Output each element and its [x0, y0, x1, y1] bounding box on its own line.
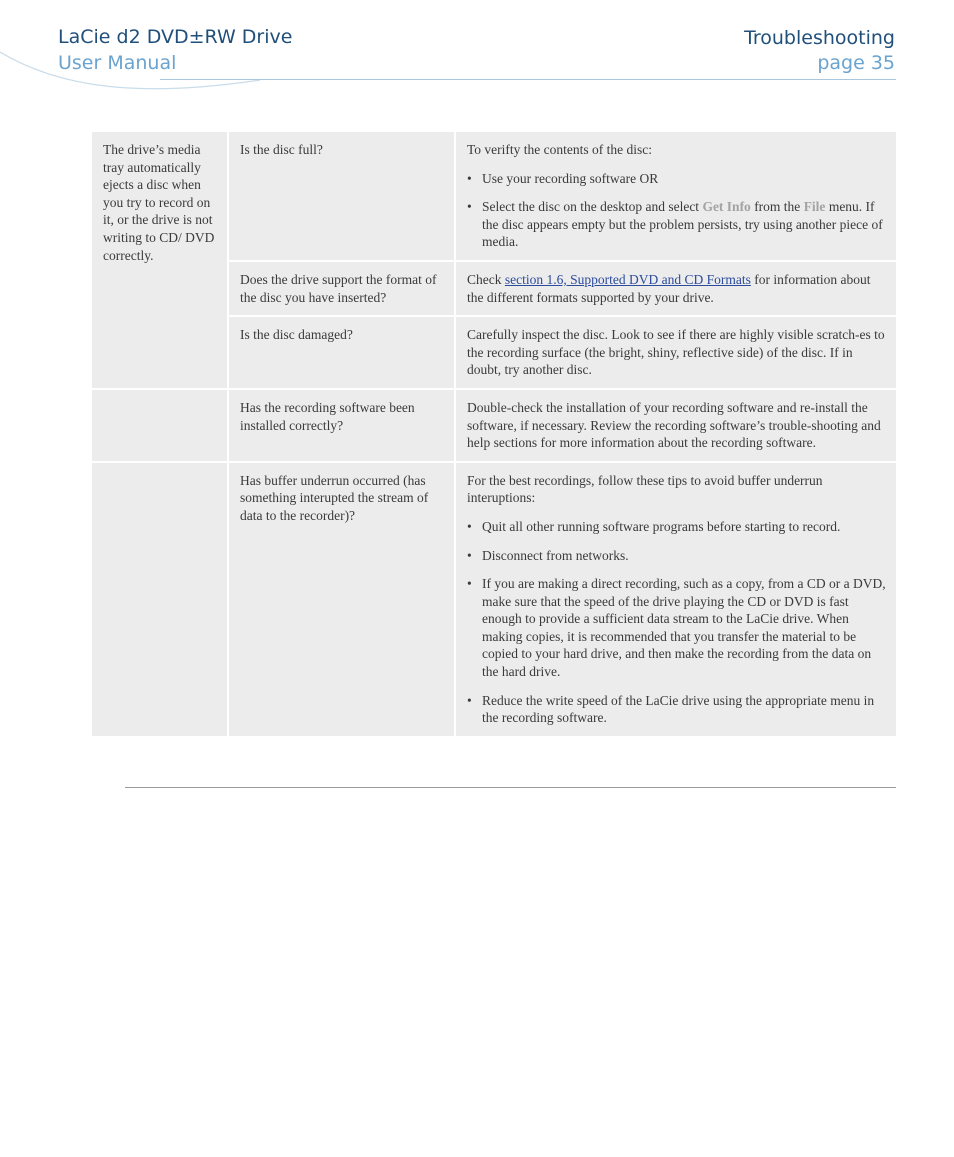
- question-text: Is the disc damaged?: [240, 327, 353, 343]
- bullet-glyph: •: [467, 170, 472, 186]
- answer-list: [467, 518, 888, 727]
- list-item: • Disconnect from networks.: [467, 547, 629, 563]
- list-item: • Reduce the write speed of the LaCie drive using the appropriate menu in the recording software.: [467, 692, 875, 726]
- question-cell: [229, 132, 456, 262]
- table-row: [92, 390, 896, 463]
- question-cell: [229, 317, 456, 390]
- question-text: Is the disc full?: [240, 142, 323, 157]
- answer-text: Carefully inspect the disc. Look to see if there are highly visible scratch-es to the recording surface (the bright, shiny, reflective side) of the disc. If in doubt, try another disc.: [467, 327, 885, 378]
- page-number: page 35: [817, 52, 895, 74]
- answer-intro: To verifty the contents of the disc:: [467, 142, 653, 157]
- problem-cell-empty: [92, 463, 229, 738]
- answer-cell: [456, 463, 896, 738]
- question-cell: [229, 463, 456, 738]
- answer-cell: [456, 390, 896, 463]
- bullet-glyph: •: [467, 576, 472, 592]
- page-header: [0, 0, 954, 100]
- question-text: Has the recording software been installed correctly?: [240, 399, 415, 433]
- table-row: [92, 132, 896, 262]
- question-text: Does the drive support the format of the disc you have inserted?: [240, 271, 437, 305]
- bullet-glyph: •: [467, 692, 472, 708]
- problem-text: The drive’s media tray automatically ejects a disc when you try to record on it, or the drive is not writing to CD/ DVD correctly.: [103, 142, 215, 263]
- table-row: [92, 463, 896, 738]
- product-title: LaCie d2 DVD±RW Drive: [58, 26, 293, 48]
- header-rule: [160, 79, 896, 80]
- question-cell: [229, 262, 456, 317]
- bullet-glyph: •: [467, 518, 472, 534]
- manual-subtitle: User Manual: [58, 52, 177, 74]
- section-link[interactable]: section 1.6, Supported DVD and CD Formats: [504, 271, 751, 287]
- menu-name-file: File: [803, 199, 826, 215]
- bullet-glyph: •: [467, 199, 472, 215]
- question-cell: [229, 390, 456, 463]
- list-item: • Select the disc on the desktop and select Get Info from the File menu. If the disc appears empty but the problem persists, try using another piece of media.: [467, 199, 883, 250]
- header-swoosh-decoration: [0, 0, 954, 100]
- list-item: • If you are making a direct recording, such as a copy, from a CD or a DVD, make sure that the speed of the drive playing the CD or DVD is fast enough to provide a sufficient data stream to the LaCie drive. When making copies, it is recommended that you transfer the material to be copied to your hard drive, and then make the recording from the data on the hard drive.: [467, 576, 886, 680]
- list-item: • Quit all other running software programs before starting to record.: [467, 518, 841, 534]
- menu-item-get-info: Get Info: [702, 199, 751, 215]
- section-title: Troubleshooting: [744, 27, 895, 49]
- question-text: Has buffer underrun occurred (has something interupted the stream of data to the recorder)?: [240, 472, 429, 523]
- footer-rule: [125, 787, 896, 788]
- troubleshooting-table: [92, 132, 896, 738]
- answer-text: Check section 1.6, Supported DVD and CD Formats for information about the different formats supported by your drive.: [467, 271, 871, 305]
- answer-cell: [456, 132, 896, 262]
- bullet-glyph: •: [467, 547, 472, 563]
- answer-intro: For the best recordings, follow these tips to avoid buffer underrun interuptions:: [467, 472, 823, 506]
- answer-list: [467, 170, 888, 251]
- list-item: • Use your recording software OR: [467, 170, 659, 186]
- problem-cell: [92, 132, 229, 390]
- answer-cell: [456, 317, 896, 390]
- answer-cell: [456, 262, 896, 317]
- problem-cell-empty: [92, 390, 229, 463]
- answer-text: Double-check the installation of your recording software and re-install the software, if necessary. Review the recording software’s trouble-shooting and help sections for more information about the recording software.: [467, 399, 881, 451]
